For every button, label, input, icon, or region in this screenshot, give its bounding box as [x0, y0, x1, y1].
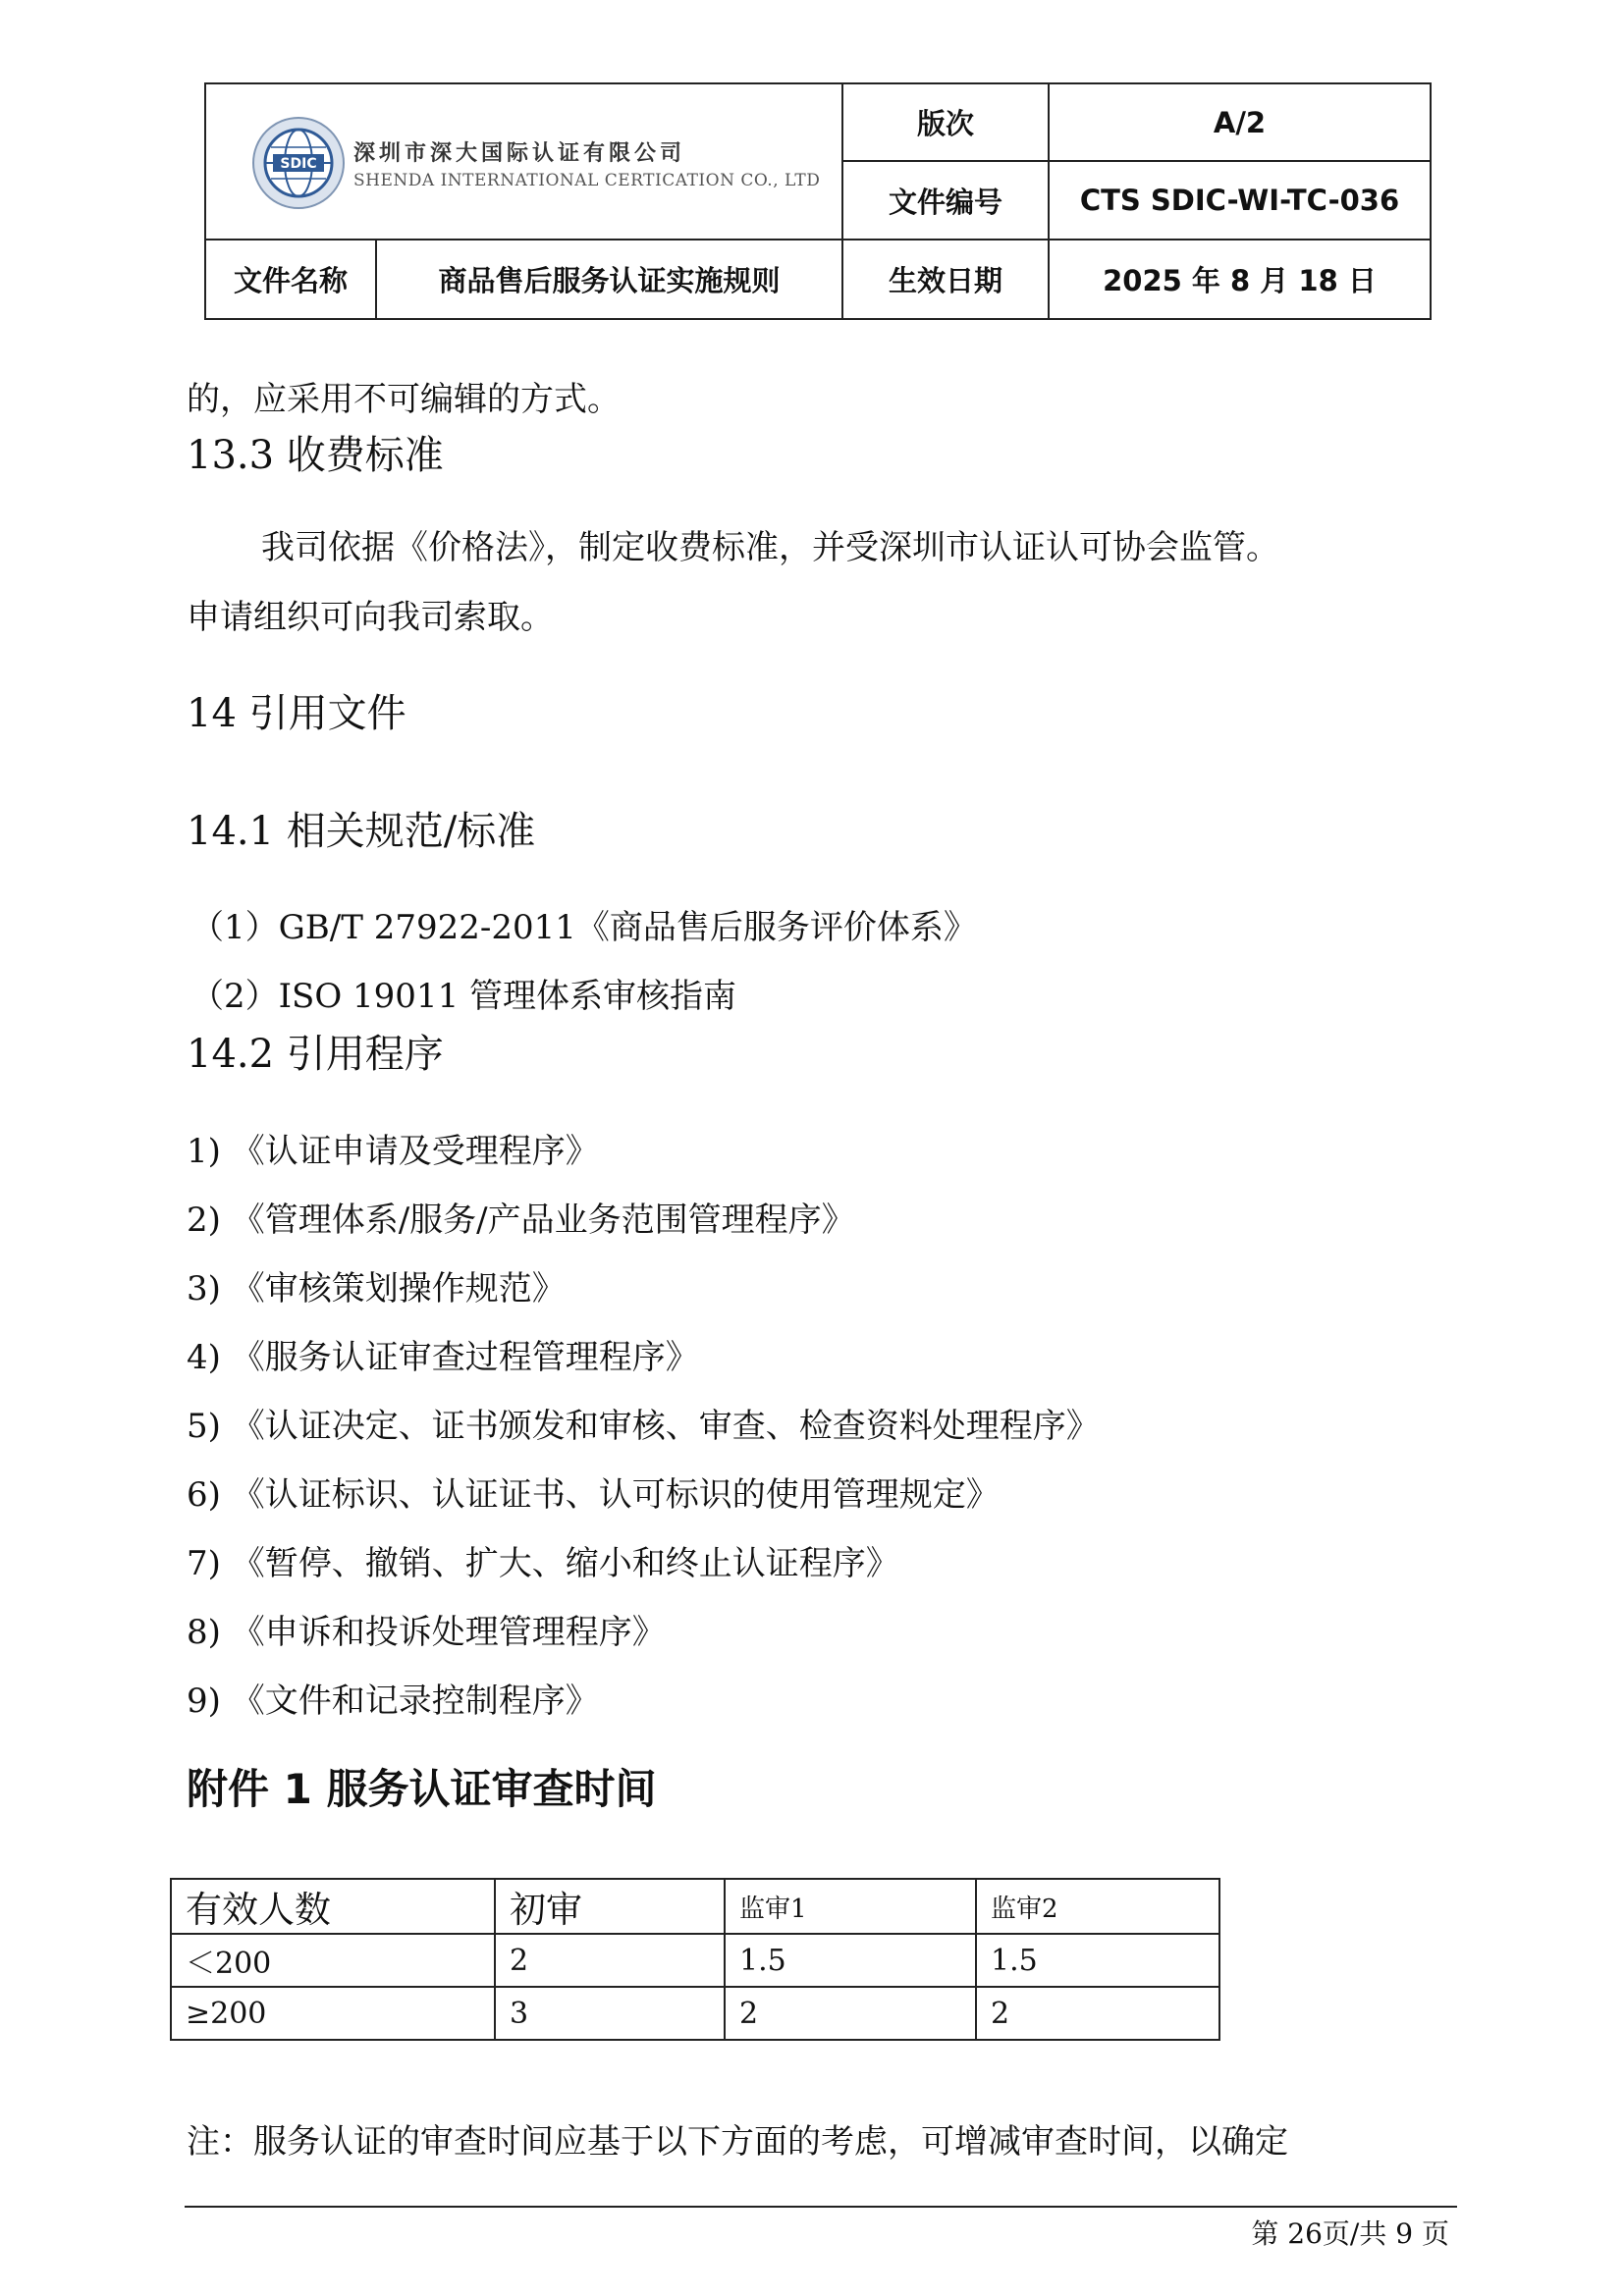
doc-number-label: 文件编号 — [842, 161, 1049, 240]
table-cell: ≥200 — [171, 1987, 495, 2040]
footer-divider — [185, 2206, 1457, 2208]
effective-date-label: 生效日期 — [842, 240, 1049, 319]
list-item: 1) 《认证申请及受理程序》 — [187, 1132, 599, 1171]
appendix-title: 附件 1 服务认证审查时间 — [187, 1765, 657, 1813]
table-header-row — [171, 1879, 1219, 1934]
note-paragraph: 注：服务认证的审查时间应基于以下方面的考虑，可增减审查时间，以确定 — [187, 2122, 1288, 2162]
doc-name-value: 商品售后服务认证实施规则 — [376, 240, 842, 319]
table-header-cell: 监审2 — [976, 1879, 1219, 1934]
list-item: （1）GB/T 27922-2011《商品售后服务评价体系》 — [190, 908, 977, 947]
version-value: A/2 — [1049, 83, 1431, 161]
appendix-table — [170, 1878, 1220, 2041]
table-cell: 3 — [495, 1987, 725, 2040]
table-cell: 2 — [976, 1987, 1219, 2040]
list-item: （2）ISO 19011 管理体系审核指南 — [190, 977, 737, 1016]
page-number: 第 26页/共 9 页 — [1251, 2217, 1449, 2250]
table-row — [171, 1934, 1219, 1987]
table-row — [171, 1987, 1219, 2040]
list-item: 9) 《文件和记录控制程序》 — [187, 1682, 599, 1721]
table-cell: 2 — [725, 1987, 976, 2040]
document-header — [204, 82, 1432, 320]
list-item: 3) 《审核策划操作规范》 — [187, 1269, 566, 1308]
list-item: 4) 《服务认证审查过程管理程序》 — [187, 1338, 699, 1377]
company-name-cn: 深圳市深大国际认证有限公司 — [353, 140, 686, 166]
section-13-3-heading: 13.3 收费标准 — [187, 433, 444, 478]
list-item: 8) 《申诉和投诉处理管理程序》 — [187, 1613, 666, 1652]
list-item: 7) 《暂停、撤销、扩大、缩小和终止认证程序》 — [187, 1544, 899, 1583]
section-14-2-heading: 14.2 引用程序 — [187, 1032, 444, 1077]
section-14-heading: 14 引用文件 — [187, 691, 406, 736]
company-name-en: SHENDA INTERNATIONAL CERTICATION CO., LTD — [353, 170, 821, 190]
section-14-1-heading: 14.1 相关规范/标准 — [187, 809, 536, 854]
table-cell: ＜200 — [171, 1934, 495, 1987]
table-header-cell: 有效人数 — [171, 1879, 495, 1934]
list-item: 5) 《认证决定、证书颁发和审核、审查、检查资料处理程序》 — [187, 1407, 1100, 1446]
table-header-cell: 初审 — [495, 1879, 725, 1934]
section-13-3-paragraph-line2: 申请组织可向我司索取。 — [187, 598, 554, 637]
version-label: 版次 — [842, 83, 1049, 161]
list-item: 6) 《认证标识、认证证书、认可标识的使用管理规定》 — [187, 1475, 1000, 1515]
effective-date-value: 2025 年 8 月 18 日 — [1049, 240, 1431, 319]
table-header-cell: 监审1 — [725, 1879, 976, 1934]
section-13-3-paragraph-line1: 我司依据《价格法》，制定收费标准，并受深圳市认证认可协会监管。 — [261, 528, 1279, 567]
table-cell: 1.5 — [976, 1934, 1219, 1987]
logo-text: SDIC — [280, 156, 317, 172]
continued-paragraph: 的，应采用不可编辑的方式。 — [187, 380, 621, 419]
doc-number-value: CTS SDIC-WI-TC-036 — [1049, 161, 1431, 240]
table-cell: 1.5 — [725, 1934, 976, 1987]
doc-name-label: 文件名称 — [205, 240, 376, 319]
company-logo-cell — [205, 83, 842, 240]
company-logo-icon — [251, 116, 346, 210]
table-cell: 2 — [495, 1934, 725, 1987]
list-item: 2) 《管理体系/服务/产品业务范围管理程序》 — [187, 1201, 855, 1240]
